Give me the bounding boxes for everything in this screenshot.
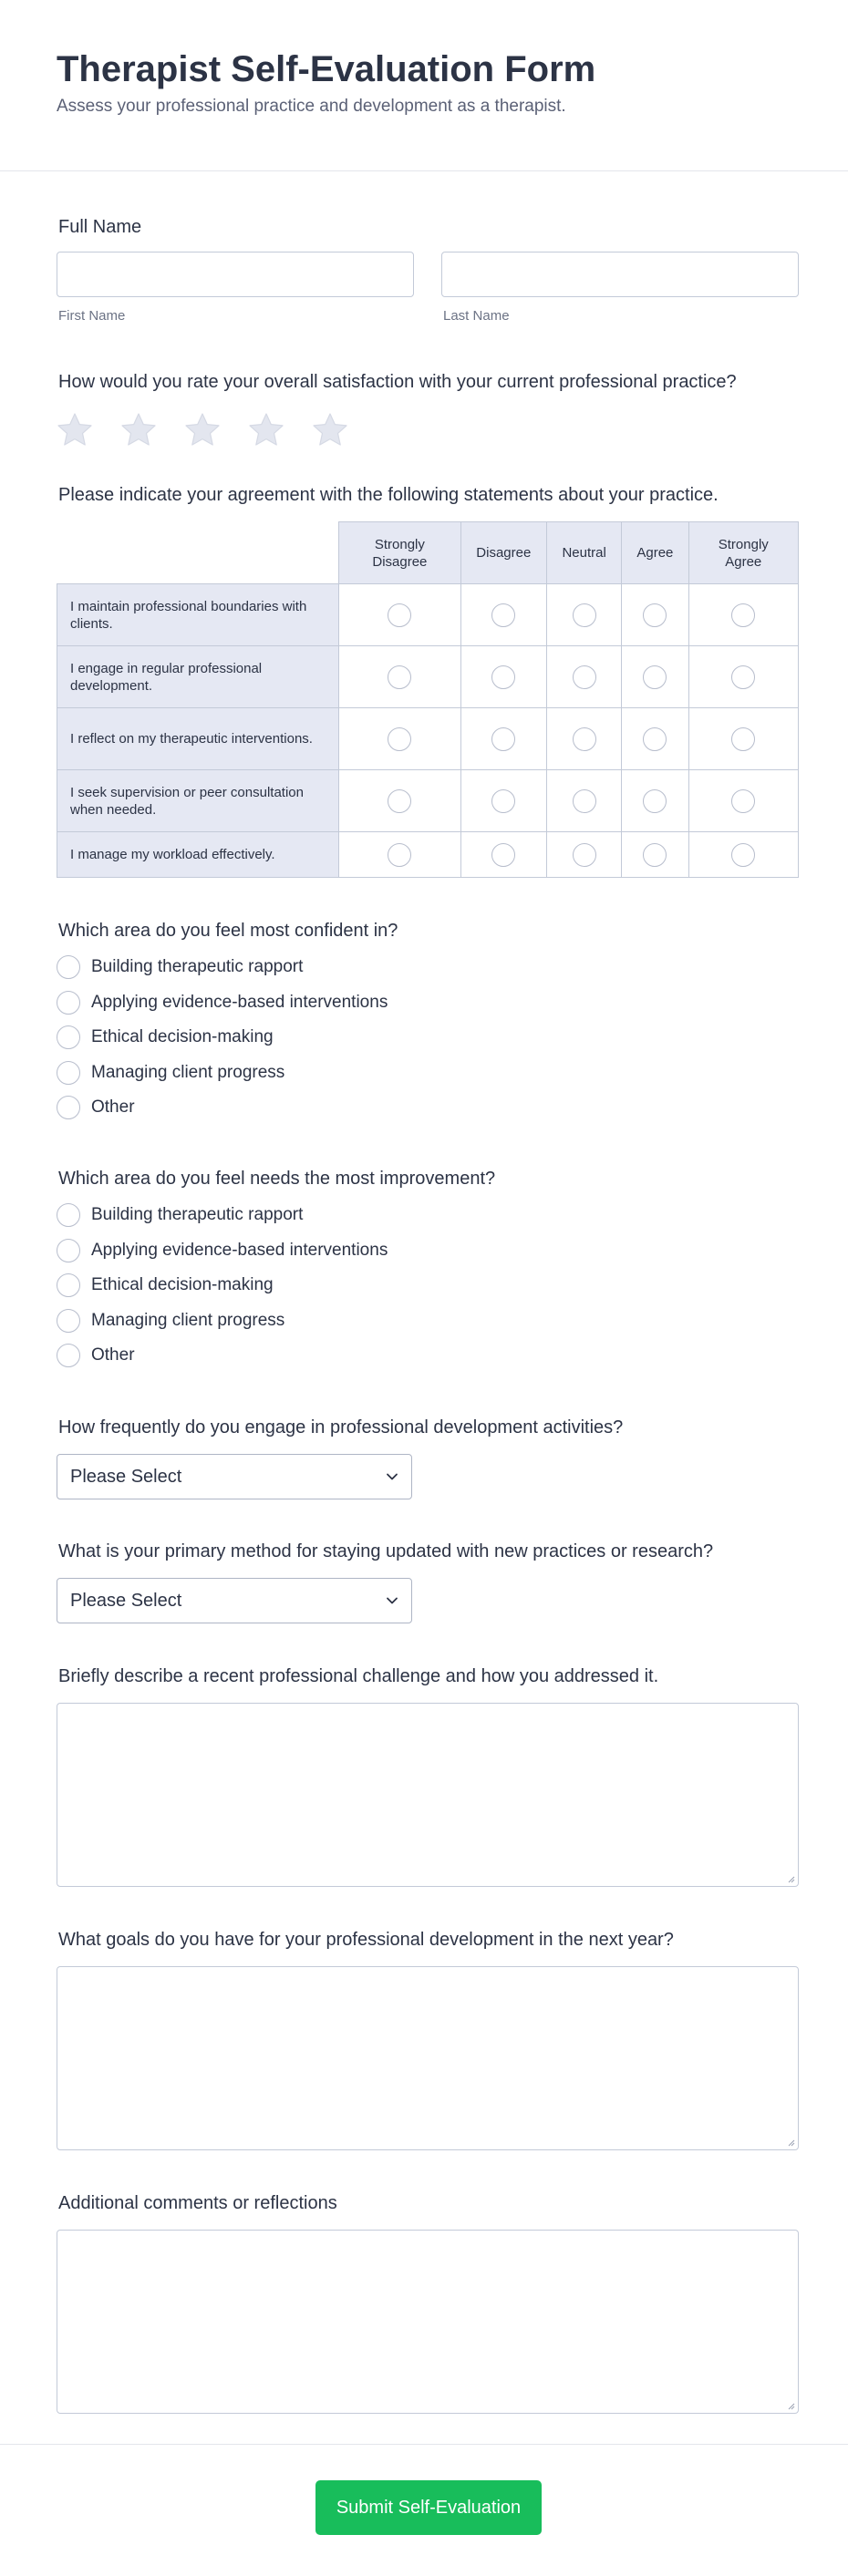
matrix-row (57, 646, 799, 708)
radio-button[interactable] (57, 1273, 80, 1297)
matrix-radio[interactable] (491, 727, 515, 751)
option-label: Applying evidence-based interventions (91, 992, 388, 1012)
matrix-radio[interactable] (491, 843, 515, 867)
matrix-cell (339, 832, 460, 878)
matrix-radio[interactable] (643, 843, 667, 867)
matrix-cell (688, 832, 798, 878)
satisfaction-rating-label: How would you rate your overall satisfaction with your current professional practice? (58, 372, 737, 392)
matrix-row (57, 832, 799, 878)
chevron-down-icon (386, 1470, 398, 1483)
matrix-radio[interactable] (388, 603, 411, 627)
matrix-column-label: Neutral (562, 545, 606, 561)
improvement-area-field (57, 1167, 799, 1374)
form-subtitle: Assess your professional practice and development as a therapist. (57, 97, 566, 116)
matrix-cell (339, 770, 460, 832)
comments-field (57, 2191, 799, 2414)
challenge-label: Briefly describe a recent professional challenge and how you addressed it. (58, 1666, 659, 1686)
matrix-column-label: Strongly Agree (718, 536, 769, 570)
improvement-area-options (57, 1198, 799, 1374)
radio-button[interactable] (57, 1061, 80, 1085)
chevron-down-icon (386, 1594, 398, 1607)
matrix-cell (460, 708, 546, 770)
star-icon[interactable] (312, 412, 348, 448)
matrix-column-header (339, 522, 460, 584)
matrix-radio[interactable] (731, 789, 755, 813)
last-name-sublabel: Last Name (443, 308, 510, 324)
matrix-row (57, 584, 799, 646)
option-label: Ethical decision-making (91, 1027, 274, 1047)
matrix-cell (688, 708, 798, 770)
option-label: Managing client progress (91, 1062, 285, 1082)
improvement-option[interactable] (57, 1198, 799, 1233)
matrix-cell (460, 832, 546, 878)
option-label: Other (91, 1097, 135, 1118)
update-method-select-value: Please Select (70, 1590, 182, 1611)
comments-label: Additional comments or reflections (58, 2193, 337, 2213)
frequency-select[interactable] (57, 1454, 412, 1499)
matrix-column-header (460, 522, 546, 584)
radio-button[interactable] (57, 1096, 80, 1119)
matrix-cell (622, 584, 688, 646)
matrix-radio[interactable] (573, 603, 596, 627)
matrix-row-label: I reflect on my therapeutic interventions. (57, 708, 339, 770)
confident-option[interactable] (57, 1056, 799, 1091)
matrix-column-label: Strongly Disagree (372, 536, 428, 570)
full-name-field (57, 215, 799, 324)
frequency-label: How frequently do you engage in professional development activities? (58, 1417, 624, 1437)
matrix-radio[interactable] (731, 603, 755, 627)
matrix-radio[interactable] (643, 727, 667, 751)
confident-option[interactable] (57, 950, 799, 985)
radio-button[interactable] (57, 1239, 80, 1262)
frequency-field (57, 1416, 799, 1499)
matrix-cell (546, 770, 621, 832)
matrix-column-header (688, 522, 798, 584)
first-name-input[interactable] (57, 252, 414, 297)
matrix-radio[interactable] (643, 789, 667, 813)
radio-button[interactable] (57, 1025, 80, 1049)
matrix-row-label: I engage in regular professional development. (57, 646, 339, 708)
full-name-label: Full Name (58, 217, 142, 237)
agreement-matrix-field (57, 483, 799, 879)
star-rating (57, 412, 799, 448)
goals-label: What goals do you have for your professional development in the next year? (58, 1930, 674, 1950)
confident-area-options (57, 950, 799, 1126)
improvement-option[interactable] (57, 1303, 799, 1339)
update-method-field (57, 1540, 799, 1623)
form-header (0, 0, 848, 171)
radio-button[interactable] (57, 1344, 80, 1367)
matrix-radio[interactable] (388, 843, 411, 867)
radio-button[interactable] (57, 991, 80, 1015)
improvement-area-label: Which area do you feel needs the most improvement? (58, 1169, 496, 1189)
radio-button[interactable] (57, 1203, 80, 1227)
confident-option[interactable] (57, 985, 799, 1021)
matrix-radio[interactable] (573, 789, 596, 813)
first-name-sublabel: First Name (58, 308, 126, 324)
matrix-radio[interactable] (731, 843, 755, 867)
confident-area-field (57, 919, 799, 1126)
matrix-row (57, 770, 799, 832)
matrix-row (57, 708, 799, 770)
matrix-radio[interactable] (643, 665, 667, 689)
matrix-cell (688, 646, 798, 708)
matrix-cell (546, 708, 621, 770)
update-method-select[interactable] (57, 1578, 412, 1623)
matrix-radio[interactable] (388, 727, 411, 751)
matrix-cell (546, 646, 621, 708)
confident-area-label: Which area do you feel most confident in? (58, 921, 398, 941)
option-label: Ethical decision-making (91, 1275, 274, 1295)
challenge-field (57, 1664, 799, 1887)
matrix-cell (339, 646, 460, 708)
frequency-select-value: Please Select (70, 1466, 182, 1487)
matrix-cell (688, 770, 798, 832)
form-title: Therapist Self-Evaluation Form (57, 49, 596, 89)
matrix-radio[interactable] (573, 843, 596, 867)
form-footer (0, 2444, 848, 2576)
agreement-matrix (57, 521, 799, 878)
matrix-column-label: Disagree (476, 545, 532, 561)
star-icon[interactable] (120, 412, 157, 448)
matrix-radio[interactable] (491, 665, 515, 689)
satisfaction-rating-field (57, 370, 799, 448)
star-icon[interactable] (57, 412, 93, 448)
matrix-cell (622, 832, 688, 878)
matrix-column-header (546, 522, 621, 584)
option-label: Managing client progress (91, 1310, 285, 1330)
last-name-input[interactable] (441, 252, 799, 297)
matrix-radio[interactable] (491, 789, 515, 813)
matrix-cell (622, 708, 688, 770)
matrix-row-label: I maintain professional boundaries with clients. (57, 584, 339, 646)
star-icon[interactable] (184, 412, 221, 448)
option-label: Other (91, 1345, 135, 1365)
matrix-cell (460, 770, 546, 832)
goals-field (57, 1928, 799, 2150)
matrix-cell (622, 770, 688, 832)
matrix-radio[interactable] (731, 665, 755, 689)
radio-button[interactable] (57, 1309, 80, 1333)
matrix-row-label: I manage my workload effectively. (57, 832, 339, 878)
confident-option[interactable] (57, 1090, 799, 1126)
star-icon[interactable] (248, 412, 284, 448)
option-label: Applying evidence-based interventions (91, 1240, 388, 1260)
improvement-option[interactable] (57, 1268, 799, 1303)
agreement-matrix-label: Please indicate your agreement with the following statements about your practice. (58, 485, 719, 505)
resize-grip-icon[interactable] (786, 1874, 795, 1883)
radio-button[interactable] (57, 955, 80, 979)
confident-option[interactable] (57, 1020, 799, 1056)
matrix-cell (460, 584, 546, 646)
matrix-cell (460, 646, 546, 708)
matrix-radio[interactable] (731, 727, 755, 751)
resize-grip-icon[interactable] (786, 2138, 795, 2147)
matrix-radio[interactable] (388, 789, 411, 813)
matrix-cell (339, 708, 460, 770)
matrix-radio[interactable] (573, 665, 596, 689)
matrix-column-label: Agree (636, 545, 674, 561)
option-label: Building therapeutic rapport (91, 1205, 304, 1225)
matrix-column-header (622, 522, 688, 584)
matrix-radio[interactable] (491, 603, 515, 627)
matrix-cell (546, 832, 621, 878)
update-method-label: What is your primary method for staying updated with new practices or research? (58, 1541, 714, 1561)
matrix-radio[interactable] (643, 603, 667, 627)
matrix-cell (688, 584, 798, 646)
resize-grip-icon[interactable] (786, 2401, 795, 2410)
improvement-option[interactable] (57, 1233, 799, 1269)
matrix-radio[interactable] (573, 727, 596, 751)
goals-textarea[interactable] (57, 1966, 799, 2150)
improvement-option[interactable] (57, 1338, 799, 1374)
matrix-cell (339, 584, 460, 646)
option-label: Building therapeutic rapport (91, 957, 304, 977)
matrix-row-label: I seek supervision or peer consultation when needed. (57, 770, 339, 832)
matrix-radio[interactable] (388, 665, 411, 689)
matrix-corner (57, 522, 339, 584)
challenge-textarea[interactable] (57, 1703, 799, 1887)
matrix-cell (546, 584, 621, 646)
comments-textarea[interactable] (57, 2230, 799, 2414)
submit-button[interactable]: Submit Self-Evaluation (315, 2480, 542, 2535)
matrix-cell (622, 646, 688, 708)
